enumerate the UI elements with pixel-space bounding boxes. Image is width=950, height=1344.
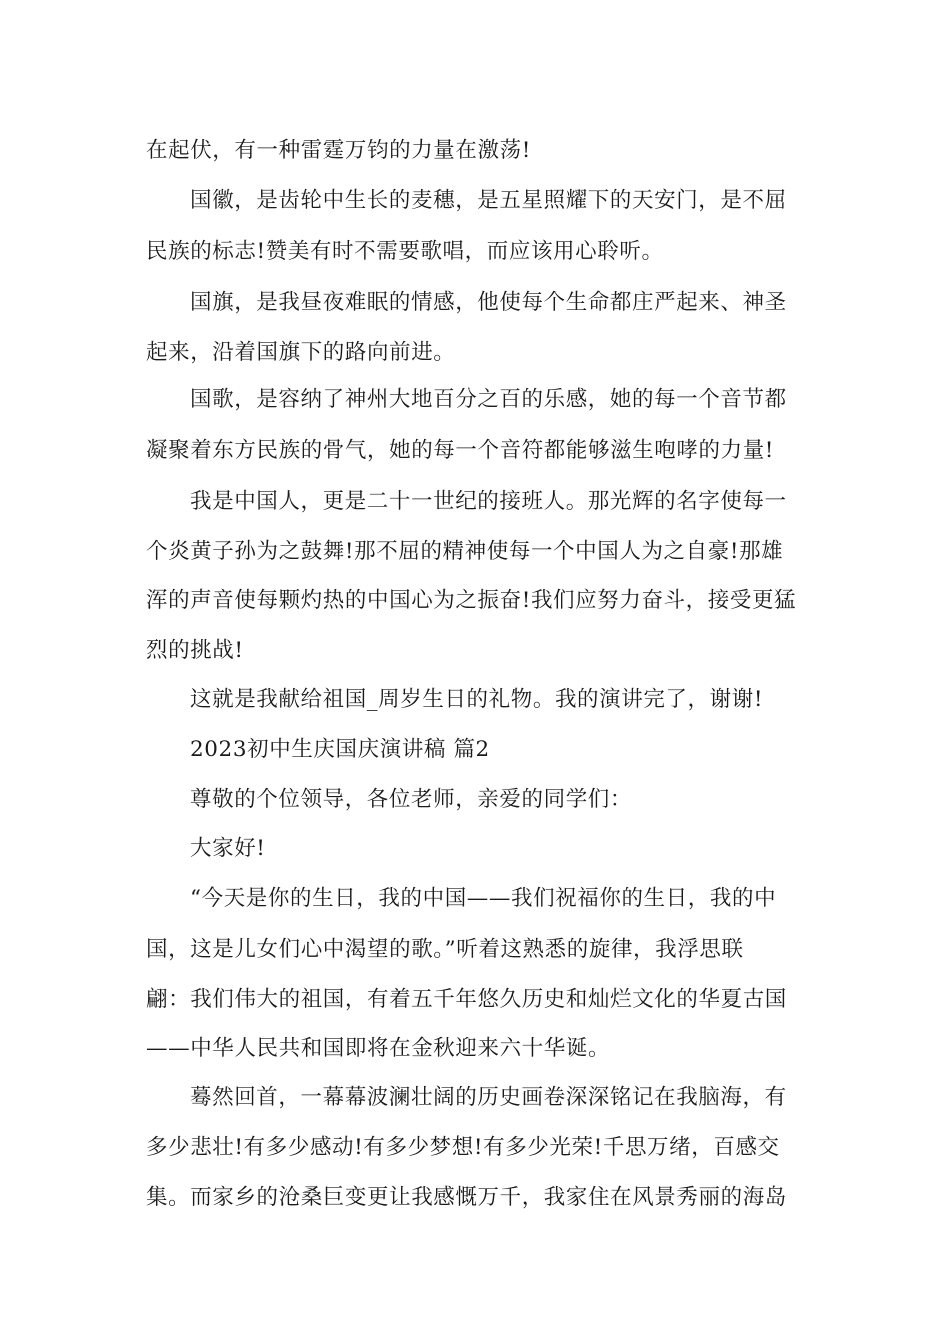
text-line: 民族的标志!赞美有时不需要歌唱，而应该用心聆听。 bbox=[146, 239, 664, 264]
text-line: 在起伏，有一种雷霆万钧的力量在激荡! bbox=[146, 138, 531, 163]
text-line: 浑的声音使每颗灼热的中国心为之振奋!我们应努力奋斗，接受更猛 bbox=[146, 588, 797, 613]
text-line: 蓦然回首，一幕幕波澜壮阔的历史画卷深深铭记在我脑海，有 bbox=[190, 1085, 787, 1110]
text-line: “今天是你的生日，我的中国——我们祝福你的生日，我的中 bbox=[190, 886, 777, 911]
text-line: 国，这是儿女们心中渴望的歌。”听着这熟悉的旋律，我浮思联 bbox=[146, 937, 744, 962]
section-heading: 2023初中生庆国庆演讲稿 篇2 bbox=[190, 737, 490, 762]
text-line: 我是中国人，更是二十一世纪的接班人。那光辉的名字使每一 bbox=[190, 489, 787, 514]
text-line: 国旗，是我昼夜难眠的情感，他使每个生命都庄严起来、神圣 bbox=[190, 290, 787, 315]
text-line: 多少悲壮!有多少感动!有多少梦想!有多少光荣!千思万绪，百感交 bbox=[146, 1135, 780, 1160]
text-line: ——中华人民共和国即将在金秋迎来六十华诞。 bbox=[146, 1036, 611, 1061]
text-line: 个炎黄子孙为之鼓舞!那不屈的精神使每一个中国人为之自豪!那雄 bbox=[146, 539, 784, 564]
salutation: 尊敬的个位领导，各位老师，亲爱的同学们： bbox=[190, 787, 633, 812]
text-line: 这就是我献给祖国_周岁生日的礼物。我的演讲完了，谢谢! bbox=[190, 687, 764, 712]
text-line: 集。而家乡的沧桑巨变更让我感慨万千，我家住在风景秀丽的海岛 bbox=[146, 1185, 787, 1210]
text-line: 国徽，是齿轮中生长的麦穗，是五星照耀下的天安门，是不屈 bbox=[190, 188, 787, 213]
text-line: 翩：我们伟大的祖国，有着五千年悠久历史和灿烂文化的华夏古国 bbox=[146, 987, 787, 1012]
text-line: 国歌，是容纳了神州大地百分之百的乐感，她的每一个音节都 bbox=[190, 387, 787, 412]
text-line: 凝聚着东方民族的骨气，她的每一个音符都能够滋生咆哮的力量! bbox=[146, 438, 775, 463]
greeting: 大家好! bbox=[190, 836, 266, 861]
text-line: 烈的挑战! bbox=[146, 638, 244, 663]
text-line: 起来，沿着国旗下的路向前进。 bbox=[146, 340, 456, 365]
